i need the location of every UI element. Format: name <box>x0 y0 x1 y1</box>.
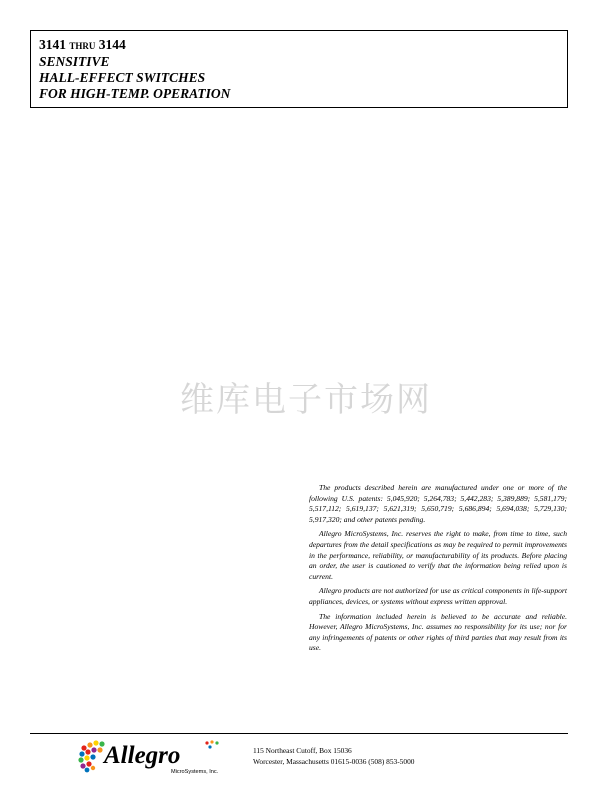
logo-wordmark: Allegro <box>104 742 181 769</box>
logo-accent-dots-icon <box>205 740 218 748</box>
part-to: 3144 <box>98 37 126 52</box>
thru-label: THRU <box>69 41 96 51</box>
watermark: 维库电子市场网 <box>180 380 432 420</box>
notice-rights: Allegro MicroSystems, Inc. reserves the right to make, from time to time, such departures from the detail specifications as may be required to permit improvements in the performance, reliability, or manufacturability of its products. Before placing an order, the user is cautioned to verify that the information being relied upon is current. <box>309 529 567 581</box>
title-box <box>30 30 568 108</box>
company-address <box>253 746 414 767</box>
address-line-2: Worcester, Massachusetts 01615-0036 (508) 853-5000 <box>253 756 415 766</box>
notice-disclaimer: The information included herein is believed to be accurate and reliable. However, Allegro MicroSystems, Inc. assumes no responsibility for its use; nor for any infringements of patents or other rights of third parties that may result from its use. <box>309 611 567 653</box>
title-part-range <box>39 37 567 54</box>
notice-patents: The products described herein are manufactured under one or more of the following U.S. patents: 5,045,920; 5,264,783; 5,442,283; 5,389,889; 5,581,179; 5,517,112; 5,619,137; 5,621,319; 5,650,719; 5,686,894; 5,694,038; 5,729,130; 5,917,320; and other patents pending. <box>309 483 567 524</box>
logo-subtext: MicroSystems, Inc. <box>171 769 219 775</box>
allegro-logo <box>76 736 246 776</box>
footer-rule <box>30 733 568 734</box>
legal-notice <box>309 483 567 658</box>
address-line-1: 115 Northeast Cutoff, Box 15036 <box>253 746 352 755</box>
title-line-3: HALL-EFFECT SWITCHES <box>39 70 206 85</box>
logo-dot-cluster-icon <box>78 740 104 772</box>
part-from: 3141 <box>39 37 66 52</box>
title-line-4: FOR HIGH-TEMP. OPERATION <box>39 86 231 101</box>
notice-life-support: Allegro products are not authorized for use as critical components in life-support appliances, devices, or systems without express written approval. <box>309 586 567 606</box>
title-line-2: SENSITIVE <box>39 54 110 69</box>
